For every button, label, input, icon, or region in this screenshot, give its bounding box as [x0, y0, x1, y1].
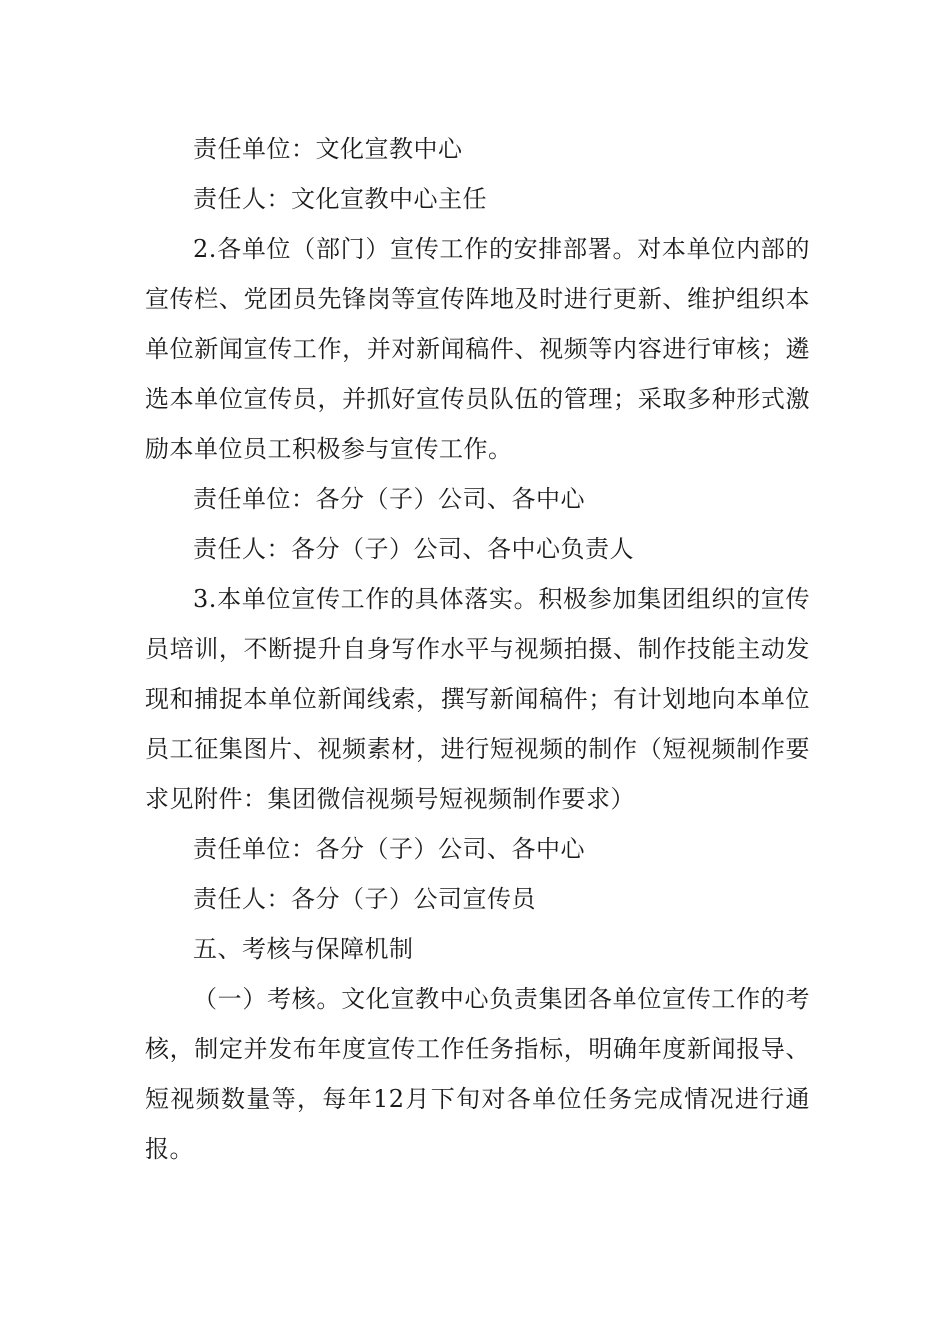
- subsection-assessment: （一）考核。文化宣教中心负责集团各单位宣传工作的考核，制定并发布年度宣传工作任务指标，明确年度新闻报导、短视频数量等，每年12月下旬对各单位任务完成情况进行通报。: [145, 985, 810, 1163]
- section-item-3: 3.本单位宣传工作的具体落实。积极参加集团组织的宣传员培训，不断提升自身写作水平与视频拍摄、制作技能主动发现和捕捉本单位新闻线索，撰写新闻稿件；有计划地向本单位员工征集图片、视频素材，进行短视频的制作（短视频制作要求见附件：集团微信视频号短视频制作要求）: [145, 585, 810, 813]
- responsible-unit-1: 责任单位：文化宣教中心: [193, 135, 463, 163]
- responsible-person-1: 责任人：文化宣教中心主任: [193, 185, 487, 213]
- section-item-2: 2.各单位（部门）宣传工作的安排部署。对本单位内部的宣传栏、党团员先锋岗等宣传阵地及时进行更新、维护组织本单位新闻宣传工作，并对新闻稿件、视频等内容进行审核；遴选本单位宣传员，并抓好宣传员队伍的管理；采取多种形式激励本单位员工积极参与宣传工作。: [145, 235, 810, 463]
- section-heading-5: 五、考核与保障机制: [193, 935, 414, 963]
- document-body: [145, 124, 810, 1174]
- responsible-person-2: 责任人：各分（子）公司、各中心负责人: [193, 535, 634, 563]
- responsible-unit-2: 责任单位：各分（子）公司、各中心: [193, 485, 585, 513]
- responsible-person-3: 责任人：各分（子）公司宣传员: [193, 885, 536, 913]
- responsible-unit-3: 责任单位：各分（子）公司、各中心: [193, 835, 585, 863]
